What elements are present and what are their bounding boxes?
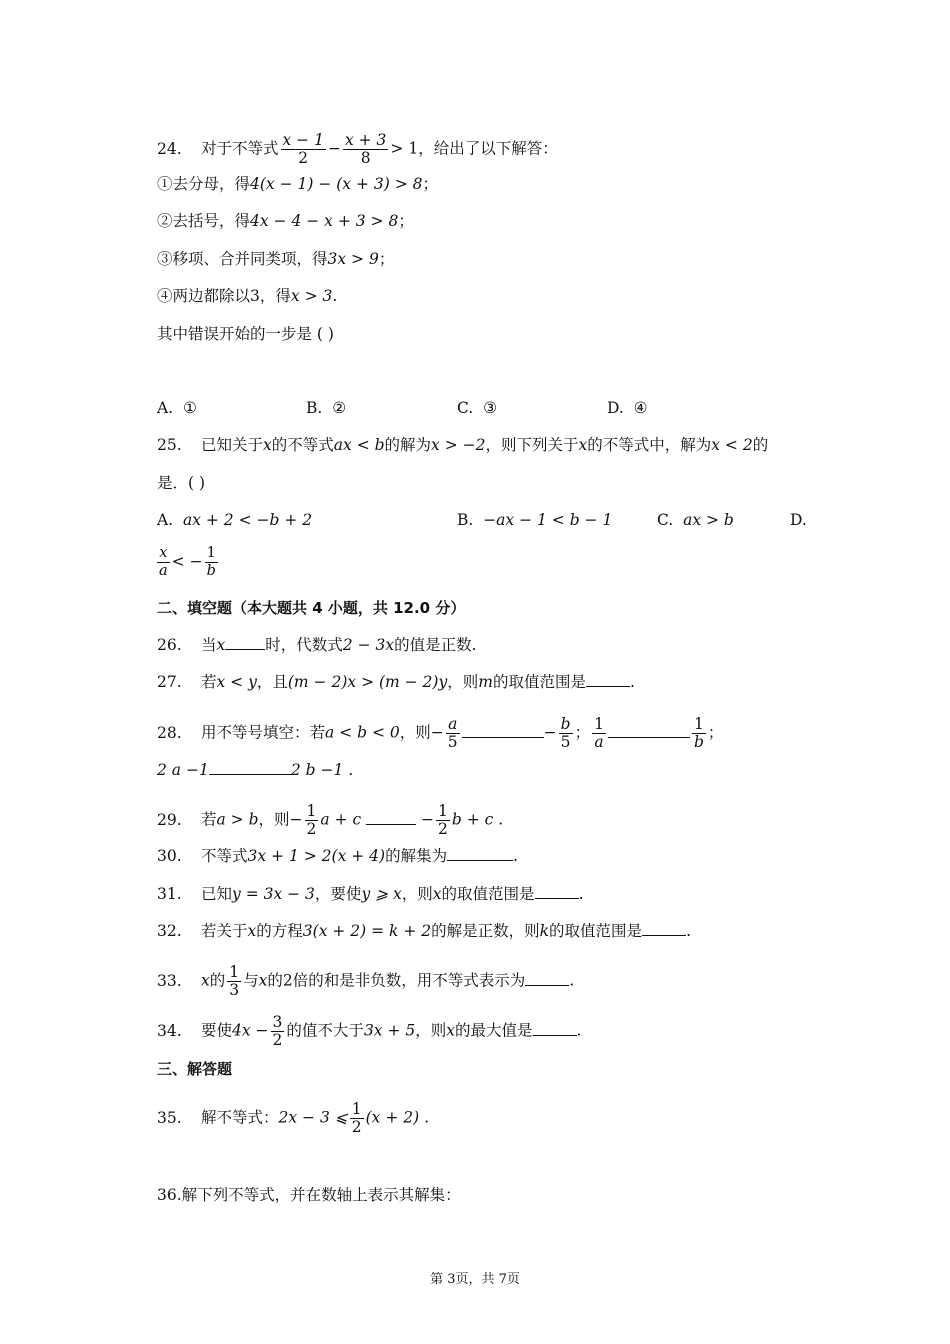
q36: 36.解下列不等式，并在数轴上表示其解集： <box>157 1186 461 1204</box>
question-number: 34. <box>157 1021 182 1040</box>
answer-blank[interactable] <box>535 884 579 899</box>
section-heading-solve: 三、解答题 <box>157 1060 233 1078</box>
question-number: 27. <box>157 673 182 691</box>
q25-stem: 25. 已知关于x的不等式ax < b的解为x > −2，则下列关于x的不等式中，解为x < 2的 <box>157 436 769 454</box>
fraction: $\frac{a}{5}$ <box>447 715 458 751</box>
fraction: $\frac{b}{5}$ <box>560 715 571 751</box>
fraction: $\frac{3}{2}$ <box>272 1013 283 1049</box>
page-footer: 第 3页，共 7页 <box>430 1272 520 1287</box>
q30: 30. 不等式3x + 1 > 2(x + 4)的解集为 . <box>157 847 519 865</box>
fraction: $\frac{1}{2}$ <box>351 1100 362 1136</box>
question-number: 24. <box>157 139 182 158</box>
fraction: $\frac{1}{2}$ <box>438 802 448 838</box>
q25-option-b[interactable]: B. −ax − 1 < b − 1 <box>457 511 613 529</box>
q28-line-2: 2 a −1 2 b −1 . <box>157 761 354 779</box>
q24-step-4: ④两边都除以3，得x > 3. <box>157 287 338 305</box>
question-number: 28. <box>157 723 182 742</box>
q26: 26. 当x 时，代数式2 − 3x的值是正数. <box>157 636 477 654</box>
q24-step-1: ①去分母，得4(x − 1) − (x + 3) > 8； <box>157 175 439 193</box>
fraction: $\frac{x - 1}{2}$ <box>282 131 324 167</box>
q25-stem-2: 是．( ) <box>157 474 206 492</box>
q28: 28. 用不等号填空：若a < b < 0，则− $\frac{a}{5}$ − $\frac{b}{5}$ ； $\frac{1}{a}$ $\frac{1}{b}$ ； <box>157 715 724 751</box>
answer-blank[interactable] <box>366 810 416 825</box>
answer-blank[interactable] <box>462 723 544 738</box>
question-number: 26. <box>157 636 182 654</box>
fraction: $\frac{1}{3}$ <box>229 963 240 999</box>
q24-step-3: ③移项、合并同类项，得3x > 9； <box>157 250 395 268</box>
q32: 32. 若关于x的方程3(x + 2) = k + 2的解是正数，则k的取值范围是 . <box>157 922 691 940</box>
question-number: 25. <box>157 436 182 454</box>
question-number: 30. <box>157 847 182 865</box>
q24-stem <box>157 132 558 167</box>
q24-step-2: ②去括号，得4x − 4 − x + 3 > 8； <box>157 212 414 230</box>
q34: 34. 要使4x − $\frac{3}{2}$ 的值不大于3x + 5，则x的最大值是 . <box>157 1013 582 1049</box>
text: ，给出了以下解答： <box>418 139 558 158</box>
answer-blank[interactable] <box>586 672 630 687</box>
answer-blank[interactable] <box>525 971 569 986</box>
section-heading-fill-in: 二、填空题（本大题共 4 小题，共 12.0 分） <box>157 599 466 617</box>
q27: 27. 若x < y，且(m − 2)x > (m − 2)y，则m的取值范围是 . <box>157 673 635 691</box>
q25-option-a[interactable]: A. ax + 2 < −b + 2 <box>157 511 313 529</box>
q25-option-d-math: $\frac{x}{a}$ < − $\frac{1}{b}$ <box>159 545 216 579</box>
fraction: $\frac{1}{b}$ <box>693 715 704 751</box>
q24-option-d[interactable]: D. ④ <box>607 399 648 417</box>
answer-blank[interactable] <box>533 1021 577 1036</box>
fraction: $\frac{1}{2}$ <box>306 802 317 838</box>
answer-blank[interactable] <box>608 723 690 738</box>
fraction: $\frac{1}{b}$ <box>206 545 216 579</box>
question-number: 32. <box>157 922 182 940</box>
question-number: 31. <box>157 885 182 903</box>
q35: 35. 解不等式：2x − 3 ⩽ $\frac{1}{2}$ (x + 2) . <box>157 1100 430 1136</box>
answer-blank[interactable] <box>642 921 686 936</box>
question-number: 29. <box>157 810 182 829</box>
question-number: 35. <box>157 1108 182 1127</box>
operator: − <box>327 139 341 158</box>
answer-blank[interactable] <box>447 846 513 861</box>
q29: 29. 若a > b，则− $\frac{1}{2}$ a + c − $\frac{1}{2}$ b + c . <box>157 802 504 838</box>
q24-option-b[interactable]: B. ② <box>306 399 347 417</box>
fraction: $\frac{x}{a}$ <box>159 545 168 579</box>
fraction: $\frac{1}{a}$ <box>594 715 604 751</box>
q24-option-c[interactable]: C. ③ <box>457 399 497 417</box>
text: 对于不等式 <box>201 139 279 158</box>
answer-blank[interactable] <box>225 635 265 650</box>
math: > 1 <box>390 139 419 158</box>
q25-option-c[interactable]: C. ax > b <box>657 511 734 529</box>
q24-option-a[interactable]: A. ① <box>157 399 197 417</box>
q25-option-d[interactable]: D. <box>790 511 807 529</box>
q33: 33. x的 $\frac{1}{3}$ 与x的2倍的和是非负数，用不等式表示为 . <box>157 963 575 999</box>
q31: 31. 已知y = 3x − 3，要使y ⩾ x，则x的取值范围是 . <box>157 885 584 903</box>
fraction: $\frac{x + 3}{8}$ <box>344 131 387 167</box>
question-number: 33. <box>157 971 182 990</box>
answer-blank[interactable] <box>209 760 291 775</box>
q24-question: 其中错误开始的一步是 ( ) <box>157 325 334 343</box>
